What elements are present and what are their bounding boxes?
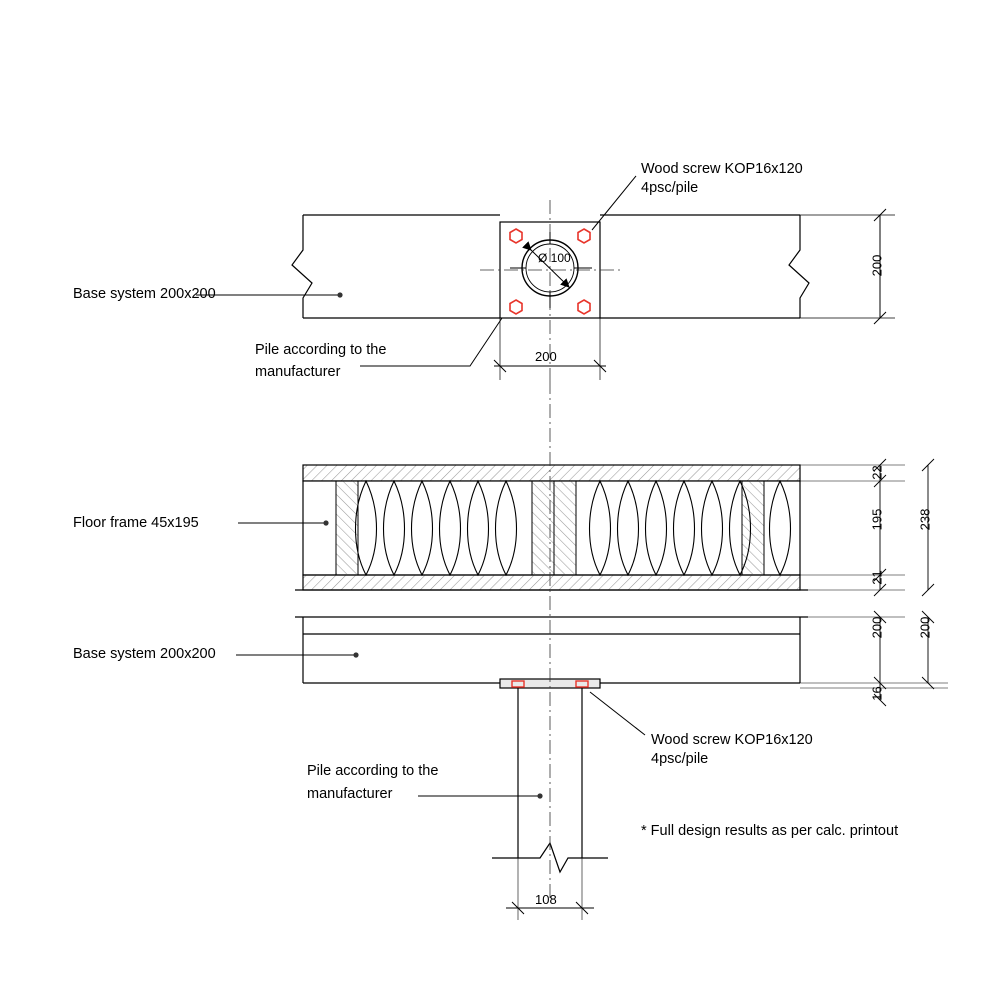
label-design-note: * Full design results as per calc. printout xyxy=(641,823,899,839)
dimension-text-base-200-left: 200 xyxy=(869,616,885,639)
leader-lines-top xyxy=(196,176,636,366)
dimension-text-base-200-right: 200 xyxy=(917,616,933,639)
label-floor-frame: Floor frame 45x195 xyxy=(73,515,199,531)
floor-section xyxy=(295,380,808,900)
label-wood-screw-top-line2: 4psc/pile xyxy=(641,180,699,196)
label-wood-screw-bottom-line1: Wood screw KOP16x120 xyxy=(651,732,813,748)
label-pile-top-line2: manufacturer xyxy=(255,364,341,380)
label-wood-screw-top-line1: Wood screw KOP16x120 xyxy=(641,161,803,177)
dimension-text-21: 21 xyxy=(869,570,885,585)
label-pile-bottom-line1: Pile according to the xyxy=(307,763,439,779)
label-pile-top-line1: Pile according to the xyxy=(255,342,387,358)
label-base-system-top: Base system 200x200 xyxy=(73,286,216,302)
label-wood-screw-bottom-line2: 4psc/pile xyxy=(651,751,709,767)
label-pile-diameter: Ø 100 xyxy=(538,251,571,265)
dimension-text-top-200: 200 xyxy=(869,254,885,277)
dimension-text-22: 22 xyxy=(869,465,885,480)
dimension-text-108: 108 xyxy=(535,892,557,907)
dimension-text-195: 195 xyxy=(869,508,885,531)
dimension-text-238: 238 xyxy=(917,508,933,531)
dimension-text-plan-200: 200 xyxy=(535,349,557,364)
label-base-system-bottom: Base system 200x200 xyxy=(73,646,216,662)
label-pile-bottom-line2: manufacturer xyxy=(307,786,393,802)
dimension-text-16: 16 xyxy=(869,686,885,701)
